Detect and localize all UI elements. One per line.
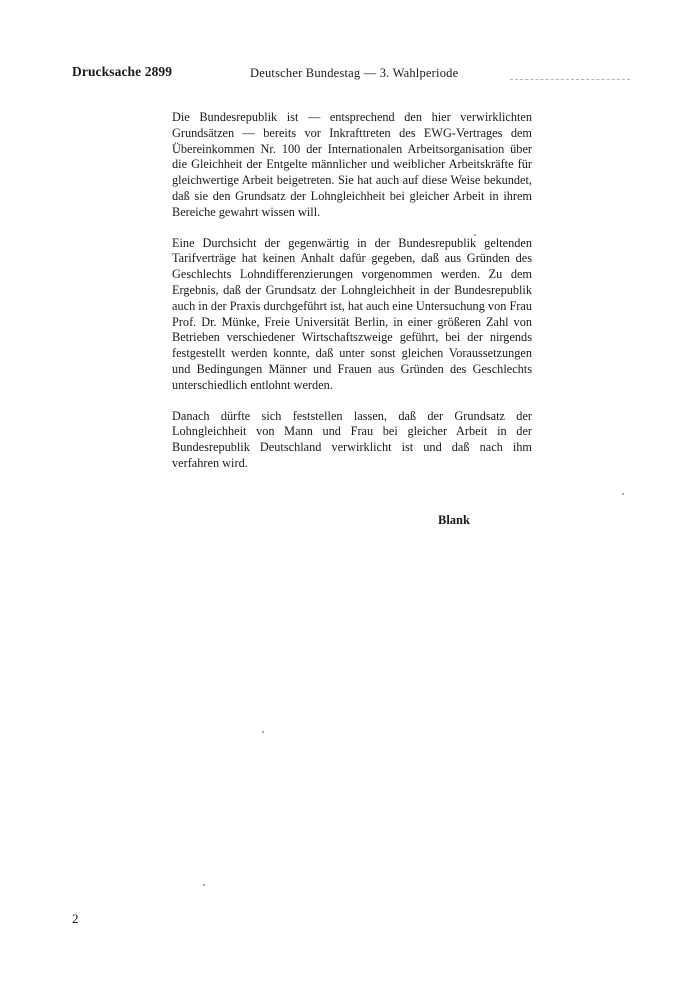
paragraph-3: Danach dürfte sich feststellen lassen, daß der Grundsatz der Lohngleichheit von Mann und Frau bei gleicher Arbeit in der Bundesrepublik Deutschland verwirklicht ist und daß nach ihm verfahren wird. xyxy=(172,408,532,470)
scan-speck xyxy=(262,731,264,733)
paragraph-2: Eine Durchsicht der gegenwärtig in der Bundesrepublik geltenden Tarifverträge hat keinen Anhalt dafür gegeben, daß aus Gründen des Geschlechts Lohndifferenzierungen vorgenommen werden. Zu dem Ergebnis, daß der Grundsatz der Lohngleichheit in der Bundesrepublik auch in der Praxis durchgeführt ist, hat auch eine Untersuchung von Frau Prof. Dr. Münke, Freie Universität Berlin, in einer größeren Zahl von Betrieben verschiedener Wirtschaftszweige geführt, bei der nirgends festgestellt werden konnte, daß unter sonst gleichen Voraussetzungen und Bedingungen Männer und Frauen aus Gründen des Geschlechts unterschiedlich entlohnt werden. xyxy=(172,235,532,392)
scan-speck xyxy=(622,493,624,495)
paragraph-1: Die Bundesrepublik ist — entsprechend den hier verwirklichten Grundsätzen — bereits vor Inkrafttreten des EWG-Vertrages dem Übereinkommen Nr. 100 der Internationalen Arbeitsorganisation über die Gleichheit der Entgelte männlicher und weiblicher Arbeitskräfte für gleichwertige Arbeit beigetreten. Sie hat auch auf diese Weise bekundet, daß sie den Grundsatz der Lohngleichheit bei gleicher Arbeit in ihrem Bereiche gewahrt wissen will. xyxy=(172,110,532,219)
document-number: Drucksache 2899 xyxy=(72,64,173,79)
header-rule xyxy=(510,79,630,80)
body-text xyxy=(172,110,532,487)
scan-speck xyxy=(203,884,205,886)
page-number: 2 xyxy=(72,911,79,926)
document-header-title: Deutscher Bundestag — 3. Wahlperiode xyxy=(250,66,459,80)
signature: Blank xyxy=(438,513,470,527)
scan-speck xyxy=(474,234,476,236)
